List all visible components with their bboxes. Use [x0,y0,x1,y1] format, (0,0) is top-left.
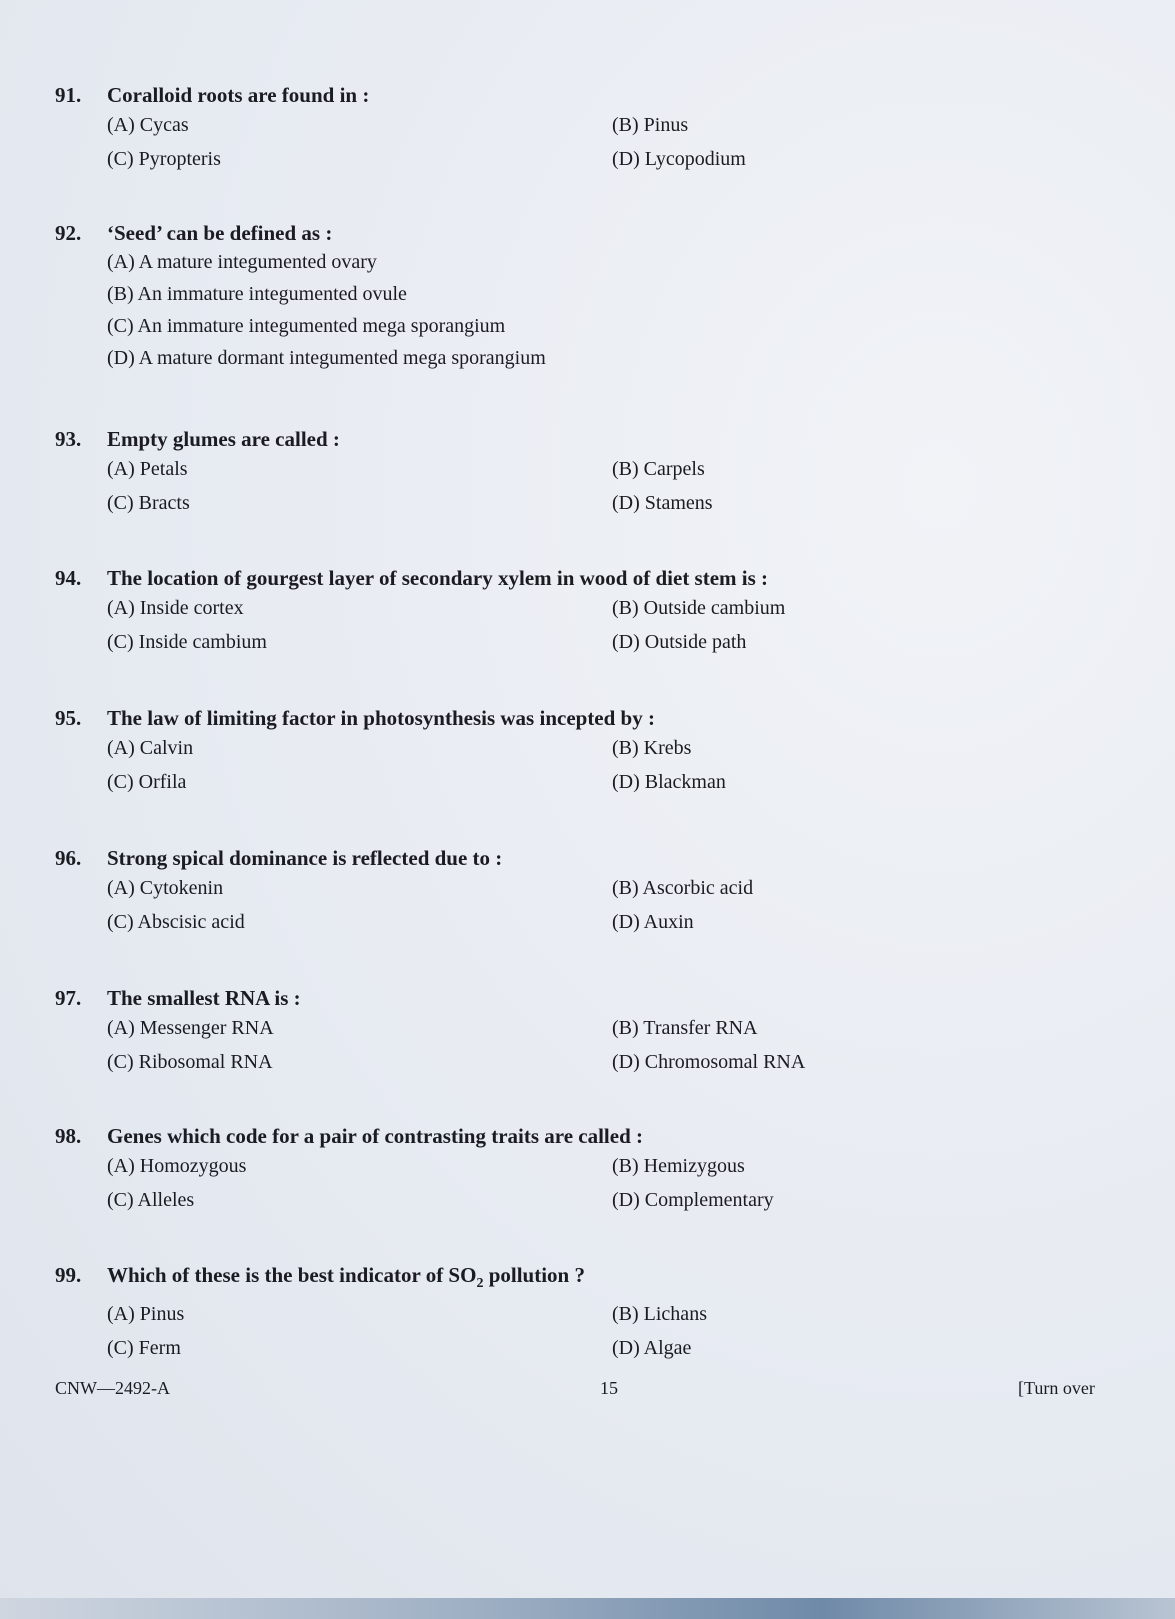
option-c[interactable]: (C) Abscisic acid [107,911,245,933]
options [107,871,1115,939]
option-c[interactable]: (C) Alleles [107,1189,195,1211]
options [107,108,1115,176]
options [107,591,1115,659]
option-a[interactable]: (A) Cycas [107,114,189,136]
question-97 [55,985,1115,1079]
option-b[interactable]: (B) Ascorbic acid [612,877,754,899]
question-stem: 98. Genes which code for a pair of contrasting traits are called : [55,1124,644,1148]
option-d[interactable]: (D) Lycopodium [612,148,746,170]
question-stem: 94. The location of gourgest layer of secondary xylem in wood of diet stem is : [55,566,769,590]
option-d[interactable]: (D) Auxin [612,911,694,933]
option-a[interactable]: (A) Inside cortex [107,597,244,619]
question-stem: 96. Strong spical dominance is reflected due to : [55,846,503,870]
question-stem: 91. Coralloid roots are found in : [55,83,370,107]
option-d[interactable]: (D) Stamens [612,492,713,514]
option-b[interactable]: (B) Lichans [612,1303,707,1326]
options [107,1297,1115,1365]
option-c[interactable]: (C) Inside cambium [107,631,267,653]
scan-edge [0,1598,1175,1619]
question-96 [55,845,1115,939]
option-b[interactable]: (B) Transfer RNA [612,1017,758,1039]
option-c[interactable]: (C) Orfila [107,771,187,793]
turn-over: [Turn over [1018,1378,1095,1398]
option-a[interactable]: (A) Homozygous [107,1155,247,1177]
option-a[interactable]: (A) Petals [107,458,188,480]
paper-code: CNW—2492-A [55,1378,170,1398]
question-93 [55,426,1115,520]
option-c[interactable]: (C) Pyropteris [107,148,221,170]
question-stem: 92. ‘Seed’ can be defined as : [55,221,333,245]
question-stem: 93. Empty glumes are called : [55,427,340,451]
page-number: 15 [600,1378,618,1398]
option-d[interactable]: (D) Algae [612,1337,692,1360]
option-a[interactable]: (A) Pinus [107,1303,185,1326]
option-b[interactable]: (B) Krebs [612,737,692,759]
option-b[interactable]: (B) Hemizygous [612,1155,745,1177]
option-b[interactable]: (B) Outside cambium [612,597,786,619]
option-b[interactable]: (B) Carpels [612,458,705,480]
option-d[interactable]: (D) Complementary [612,1189,774,1211]
options [107,1149,1115,1217]
options [107,246,1115,374]
option-d[interactable]: (D) Blackman [612,771,726,793]
option-b[interactable]: (B) Pinus [612,114,689,136]
option-b[interactable]: (B) An immature integumented ovule [107,283,407,305]
question-stem: 95. The law of limiting factor in photosynthesis was incepted by : [55,706,655,730]
question-92 [55,220,1115,374]
option-d[interactable]: (D) Chromosomal RNA [612,1051,806,1073]
question-99 [55,1262,1115,1365]
options [107,1011,1115,1079]
question-91 [55,82,1115,176]
option-a[interactable]: (A) Calvin [107,737,194,759]
option-a[interactable]: (A) Cytokenin [107,877,224,899]
option-d[interactable]: (D) A mature dormant integumented mega sporangium [107,347,546,369]
option-c[interactable]: (C) Ribosomal RNA [107,1051,273,1073]
options [107,452,1115,520]
question-95 [55,705,1115,799]
option-a[interactable]: (A) Messenger RNA [107,1017,274,1039]
option-c[interactable]: (C) An immature integumented mega sporangium [107,315,506,337]
option-c[interactable]: (C) Bracts [107,492,190,514]
option-d[interactable]: (D) Outside path [612,631,747,653]
question-stem: 99. Which of these is the best indicator of $SO_2$ pollution ? [55,1263,585,1292]
question-stem: 97. The smallest RNA is : [55,986,301,1010]
question-94 [55,565,1115,659]
option-c[interactable]: (C) Ferm [107,1337,181,1360]
options [107,731,1115,799]
option-a[interactable]: (A) A mature integumented ovary [107,251,377,273]
question-98 [55,1123,1115,1217]
